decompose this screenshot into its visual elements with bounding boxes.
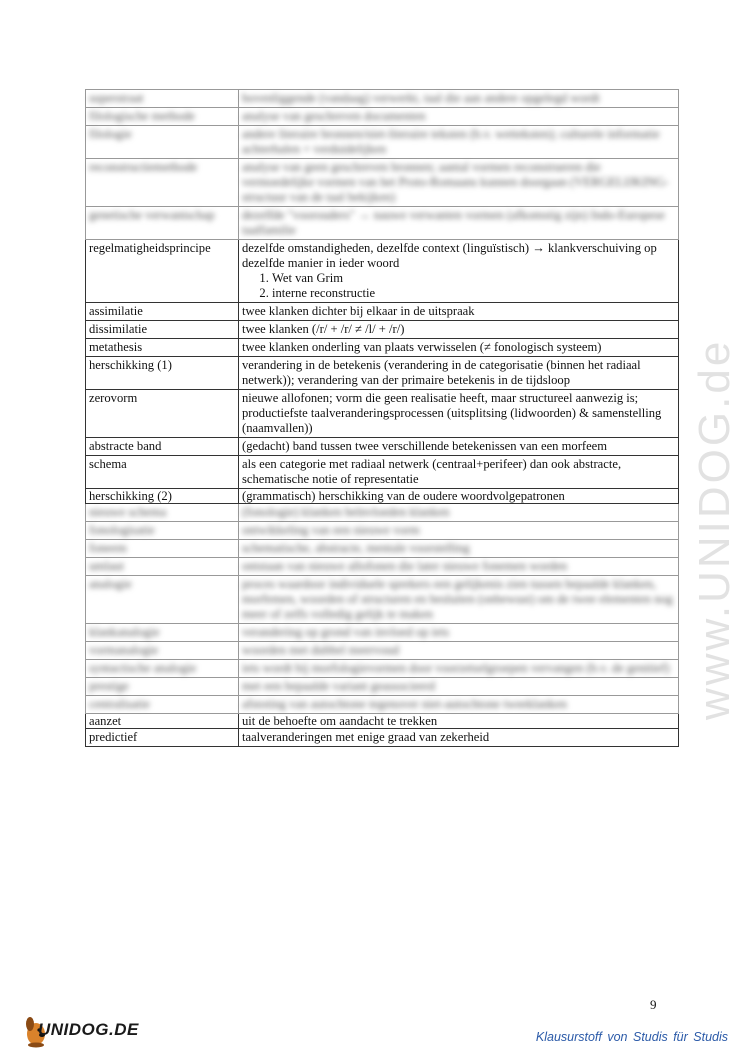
table-row (86, 576, 679, 624)
definition-text: schematische, abstracte, mentale voorstelling (242, 541, 470, 555)
glossary-table-body (86, 90, 679, 747)
term-cell: metathesis (86, 339, 239, 357)
definition-cell (239, 456, 679, 489)
definition-text: dezelfde "voorouders" → nauwe verwanten vormen (afkomstig zijn) Indo-Europese taalfamilie (242, 208, 665, 237)
table-row (86, 240, 679, 303)
table-row (86, 522, 679, 540)
term-cell: analogie (86, 576, 239, 624)
table-row (86, 642, 679, 660)
table-row (86, 126, 679, 159)
table-row (86, 624, 679, 642)
definition-text: ontstaan van nieuwe allofonen die later nieuwe fonemen worden (242, 559, 568, 573)
term-cell: foneem (86, 540, 239, 558)
glossary-table (85, 89, 679, 747)
table-row (86, 660, 679, 678)
term-cell: schema (86, 456, 239, 489)
definition-text: andere literaire bronnen/niet-literaire teksten (b.v. wetteksten); culturele informatie achterhalen + verduidelijken (242, 127, 660, 156)
definition-cell (239, 678, 679, 696)
definition-text: nieuwe allofonen; vorm die geen realisatie heeft, maar structureel aanwezig is; productiefste taalveranderingsprocessen (uitsplitsing (lidwoorden) & samenstelling (naamvallen)) (242, 391, 662, 435)
definition-text: dezelfde omstandigheden, dezelfde context (linguïstisch) → klankverschuiving op dezelfde manier in ieder woord (242, 241, 657, 270)
table-row (86, 456, 679, 489)
table-row (86, 390, 679, 438)
definition-cell (239, 90, 679, 108)
term-cell: nieuwe schema (86, 504, 239, 522)
term-cell: reconstructiemethode (86, 159, 239, 207)
term-cell: filologische methode (86, 108, 239, 126)
definition-cell (239, 390, 679, 438)
sub-list (242, 271, 675, 301)
definition-text: woorden met dubbel meervoud (242, 643, 400, 657)
watermark: www.UNIDOG.de (690, 338, 739, 720)
definition-cell (239, 660, 679, 678)
definition-cell (239, 489, 679, 504)
table-row (86, 339, 679, 357)
term-cell: superstraat (86, 90, 239, 108)
term-cell: syntactische analogie (86, 660, 239, 678)
definition-cell (239, 696, 679, 714)
term-cell: predictief (86, 729, 239, 747)
definition-text: twee klanken dichter bij elkaar in de uitspraak (242, 304, 475, 318)
definition-cell (239, 126, 679, 159)
definition-text: bovenliggende (vandaag) verwerkt, taal die aan andere opgelegd wordt (242, 91, 600, 105)
table-row (86, 159, 679, 207)
footer-slogan: Klausurstoff von Studis für Studis (535, 1030, 728, 1044)
sub-list-item: 2. interne reconstructie (272, 286, 675, 301)
term-cell: centralisatie (86, 696, 239, 714)
definition-text: ontwikkeling van een nieuwe vorm (242, 523, 420, 537)
term-cell: fonologisatie (86, 522, 239, 540)
term-cell: assimilatie (86, 303, 239, 321)
definition-text: taalveranderingen met enige graad van zekerheid (242, 730, 490, 744)
table-row (86, 303, 679, 321)
definition-cell (239, 729, 679, 747)
definition-text: afstoting van autochtone tegenover niet-autochtone tweeklanken (242, 697, 567, 711)
definition-cell (239, 321, 679, 339)
table-row (86, 504, 679, 522)
table-row (86, 207, 679, 240)
definition-cell (239, 558, 679, 576)
definition-cell (239, 642, 679, 660)
term-cell: genetische verwantschap (86, 207, 239, 240)
table-row (86, 714, 679, 729)
term-cell: aanzet (86, 714, 239, 729)
definition-cell (239, 438, 679, 456)
sub-list-item: 1. Wet van Grim (272, 271, 675, 286)
term-cell: umlaut (86, 558, 239, 576)
table-row (86, 438, 679, 456)
definition-cell (239, 159, 679, 207)
definition-cell (239, 624, 679, 642)
definition-cell (239, 540, 679, 558)
term-cell: dissimilatie (86, 321, 239, 339)
definition-text: analyse van geschreven documenten (242, 109, 426, 123)
term-cell: prestige (86, 678, 239, 696)
table-row (86, 108, 679, 126)
table-row (86, 558, 679, 576)
table-row (86, 729, 679, 747)
definition-text: twee klanken onderling van plaats verwisselen (≠ fonologisch systeem) (242, 340, 602, 354)
term-cell: klankanalogie (86, 624, 239, 642)
definition-text: als een categorie met radiaal netwerk (centraal+perifeer) dan ook abstracte, schematische notie of representatie (242, 457, 622, 486)
definition-text: verandering op grond van invloed op iets (242, 625, 450, 639)
term-cell: herschikking (1) (86, 357, 239, 390)
table-row (86, 489, 679, 504)
table-row (86, 678, 679, 696)
definition-text: uit de behoefte om aandacht te trekken (242, 714, 438, 728)
table-row (86, 357, 679, 390)
definition-cell (239, 207, 679, 240)
table-row (86, 321, 679, 339)
table-row (86, 90, 679, 108)
logo-text: UNIDOG.DE (38, 1020, 139, 1039)
definition-cell (239, 714, 679, 729)
table-row (86, 696, 679, 714)
definition-text: (grammatisch) herschikking van de oudere woordvolgepatronen (242, 489, 565, 503)
term-cell: vormanalogie (86, 642, 239, 660)
definition-text: twee klanken (/r/ + /r/ ≠ /l/ + /r/) (242, 322, 405, 336)
definition-text: iets wordt bij morfologievormen door voorzetselgroepen vervangen (b.v. de genitief) (242, 661, 670, 675)
definition-cell (239, 576, 679, 624)
term-cell: abstracte band (86, 438, 239, 456)
definition-text: (fonologie) klanken beïnvloeden klanken (242, 505, 450, 519)
term-cell: zerovorm (86, 390, 239, 438)
term-cell: herschikking (2) (86, 489, 239, 504)
definition-text: met een bepaalde variant geassocieerd (242, 679, 436, 693)
definition-text: verandering in de betekenis (verandering in de categorisatie (binnen het radiaal netwerk)); verandering van der primaire betekenis in de tijdsloop (242, 358, 641, 387)
definition-cell (239, 240, 679, 303)
term-cell: filologie (86, 126, 239, 159)
definition-cell (239, 303, 679, 321)
page-number: 9 (650, 997, 657, 1012)
definition-cell (239, 108, 679, 126)
definition-cell (239, 357, 679, 390)
definition-cell (239, 522, 679, 540)
term-cell: regelmatigheidsprincipe (86, 240, 239, 303)
table-row (86, 540, 679, 558)
definition-text: analyse van geen geschreven bronnen; aantal vormen reconstrueren die vermoedelijke vormen van het Proto-Romaans kunnen doorgaan (VERGELIJKING-structuur van de taal bekijken) (242, 160, 669, 204)
definition-cell (239, 339, 679, 357)
definition-text: proces waardoor individuele sprekers een gelijkenis zien tussen bepaalde klanken, morfemen, woorden of structuren en besluiten (onbewust) om de twee elementen nog meer of zelfs volledig gelijk te maken (242, 577, 673, 621)
definition-text: (gedacht) band tussen twee verschillende betekenissen van een morfeem (242, 439, 608, 453)
definition-cell (239, 504, 679, 522)
